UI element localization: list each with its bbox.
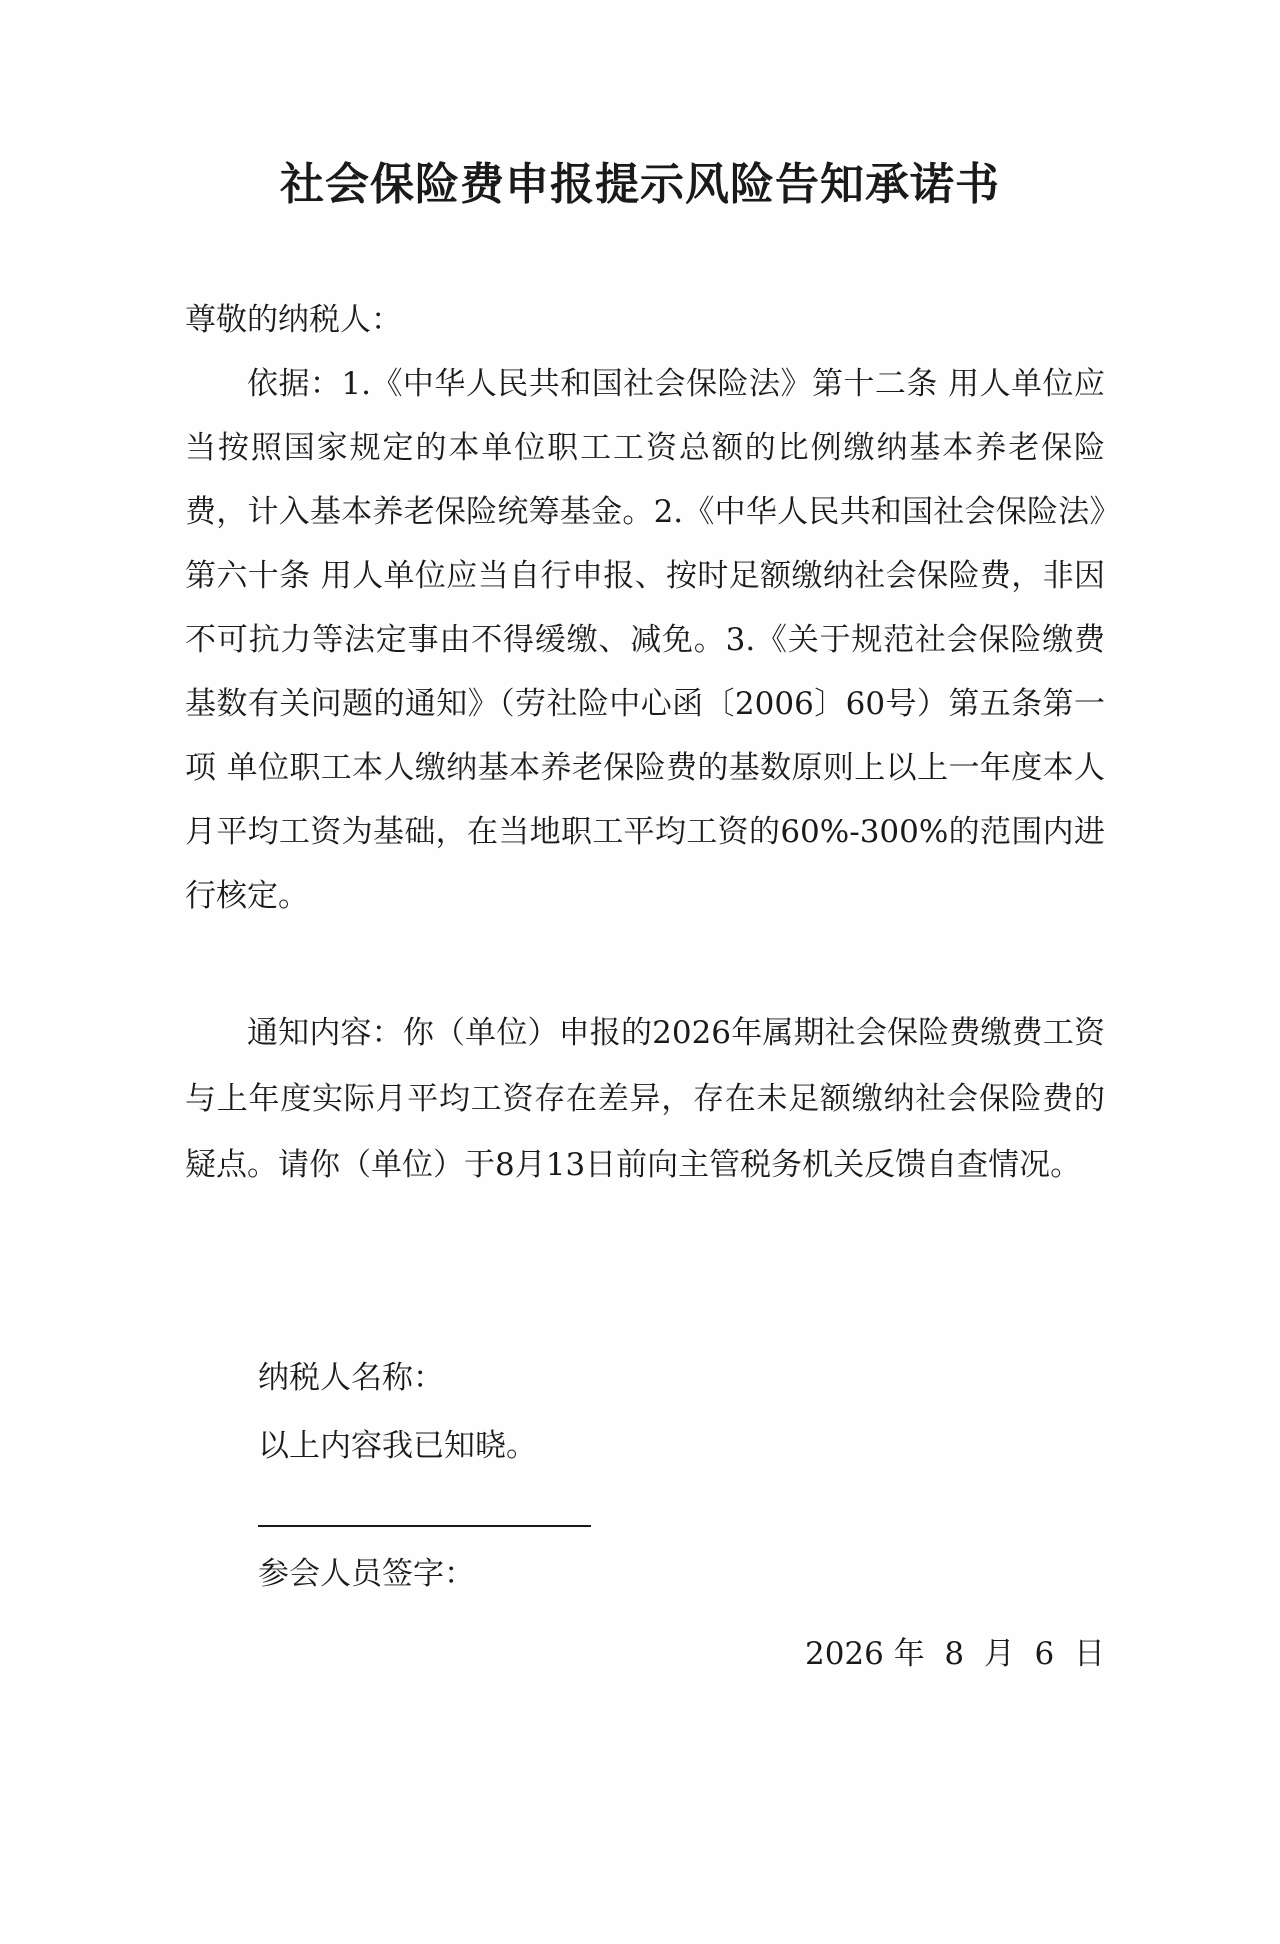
document-date: 2026 年 8 月 6 日 [804,1636,1105,1672]
taxpayer-name-label: 纳税人名称： [258,1360,444,1396]
notice-paragraph: 通知内容：你（单位）申报的2026年属期社会保险费缴费工资与上年度实际月平均工资存在差异，存在未足额缴纳社会保险费的疑点。请你（单位）于8月13日前向主管税务机关反馈自查情况。 [185,1015,1105,1183]
legal-basis-paragraph: 依据：1.《中华人民共和国社会保险法》第十二条 用人单位应当按照国家规定的本单位职工工资总额的比例缴纳基本养老保险费，计入基本养老保险统筹基金。2.《中华人民共和国社会保险法》第六十条 用人单位应当自行申报、按时足额缴纳社会保险费，非因不可抗力等法定事由不得缓缴、减免。3.《关于规范社会保险缴费基数有关问题的通知》（劳社险中心函〔2006〕60号）第五条第一项 单位职工本人缴纳基本养老保险费的基数原则上以上一年度本人月平均工资为基础，在当地职工平均工资的60%-300%的范围内进行核定。 [185,366,1105,914]
salutation: 尊敬的纳税人： [185,302,402,338]
participant-signature-label: 参会人员签字： [258,1556,475,1592]
acknowledgement-statement: 以上内容我已知晓。 [258,1428,537,1464]
signature-line [258,1525,591,1527]
document-title: 社会保险费申报提示风险告知承诺书 [280,159,1000,210]
